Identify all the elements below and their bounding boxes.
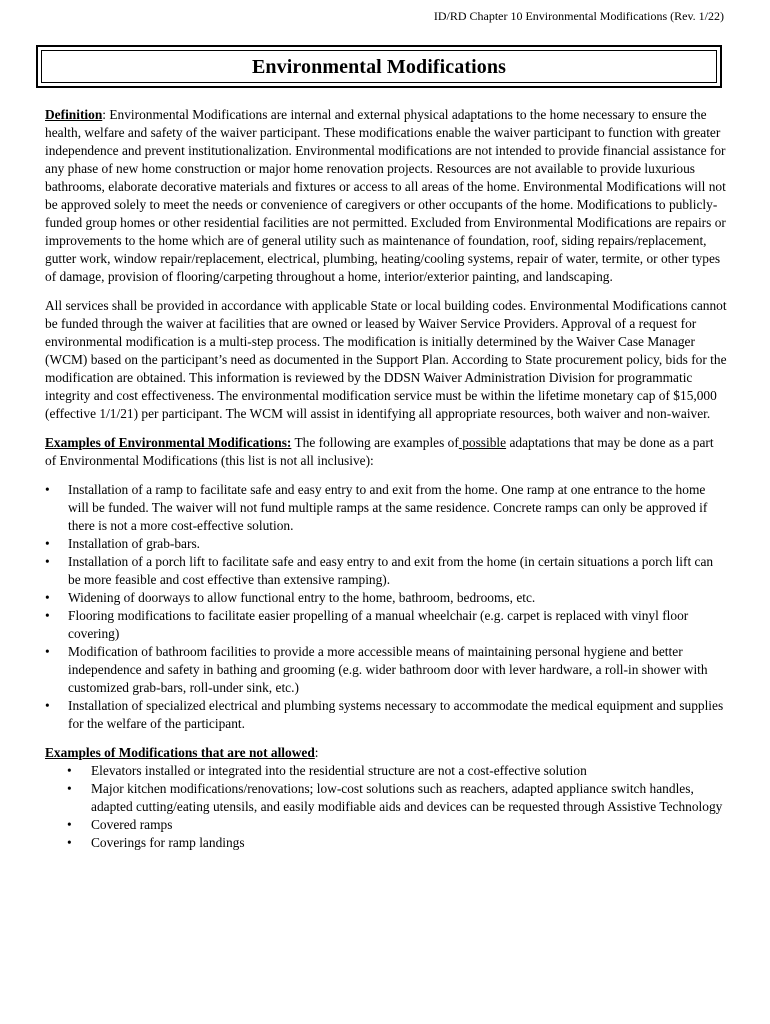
possible-underlined: possible	[458, 435, 507, 450]
bullet-icon: •	[45, 698, 50, 713]
bullet-icon: •	[45, 536, 50, 551]
bullet-icon: •	[45, 554, 50, 569]
bullet-icon: •	[45, 644, 50, 659]
title-box-inner	[41, 50, 717, 83]
list-item: • Elevators installed or integrated into the residential structure are not a cost-effective solution	[67, 763, 587, 778]
list-item: • Installation of a porch lift to facilitate safe and easy entry to and exit from the home (in certain situations a porch lift can be more feasible and cost effective than extensive ramping).	[45, 554, 714, 587]
definition-label: Definition	[45, 107, 103, 122]
list-item: • Installation of a ramp to facilitate safe and easy entry to and exit from the home. One ramp at one entrance to the home will be funded. The waiver will not fund multiple ramps at the same residence. Concrete ramps can only be approved if there is not a more cost-effective solution.	[45, 482, 708, 533]
bullet-icon: •	[67, 835, 72, 850]
running-header: ID/RD Chapter 10 Environmental Modifications (Rev. 1/22)	[433, 9, 724, 23]
list-item: • Installation of grab-bars.	[45, 536, 201, 551]
bullet-icon: •	[67, 763, 72, 778]
list-item: • Covered ramps	[67, 817, 173, 832]
definition-paragraph	[45, 106, 727, 286]
list-item: • Widening of doorways to allow functional entry to the home, bathroom, bedrooms, etc.	[45, 590, 536, 605]
bullet-icon: •	[45, 608, 50, 623]
document-body	[45, 106, 727, 852]
title-box	[36, 45, 722, 88]
list-item: • Coverings for ramp landings	[67, 835, 245, 850]
list-item: • Modification of bathroom facilities to provide a more accessible means of maintaining personal hygiene and better independence and safety in bathing and grooming (e.g. wider bathroom door with lever hardware, a roll-in shower with customized grab-bars, roll-under sink, etc.)	[45, 644, 708, 695]
examples-intro: Examples of Environmental Modifications: The following are examples of possible adaptations that may be done as a part of Environmental Modifications (this list is not all inclusive):	[45, 435, 714, 468]
definition-text: : Environmental Modifications are internal and external physical adaptations to the home necessary to ensure the health, welfare and safety of the waiver participant. These modifications enable the waiver participant to function with greater independence and prevent institutionalization. Environmental modifications are not intended to provide financial assistance for any phase of new home construction or major home renovation projects. Resources are not available to provide luxurious bathrooms, elaborate decorative materials and fixtures or access to all areas of the home. Environmental Modifications will not be approved solely to meet the needs or convenience of caregivers or other occupants of the home. Modifications to publicly-funded group homes or other residential facilities are not permitted. Excluded from Environmental Modifications are repairs or improvements to the home which are of general utility such as maintenance of foundation, roof, siding repairs/replacement, gutter work, window repair/replacement, electrical, plumbing, heating/cooling systems, repair of water, termite, or other types of damage, provision of flooring/carpeting throughout a home, interior/exterior painting, and landscaping.	[45, 107, 726, 284]
services-paragraph: All services shall be provided in accordance with applicable State or local building codes. Environmental Modifications cannot be funded through the waiver at facilities that are owned or leased by Waiver Service Providers. Approval of a request for environmental modification is a multi-step process. The modification is initially determined by the Waiver Case Manager (WCM) based on the participant’s need as documented in the Support Plan. According to State procurement policy, bids for the modification are obtained. This information is reviewed by the DDSN Waiver Administration Division for programmatic integrity and cost effectiveness. The environmental modification service must be within the lifetime monetary cap of $15,000 (effective 1/1/21) per participant. The WCM will assist in identifying all appropriate resources, both waiver and non-waiver.	[45, 298, 727, 421]
examples-list	[45, 481, 727, 733]
not-allowed-heading: Examples of Modifications that are not allowed	[45, 745, 315, 760]
not-allowed-list	[45, 762, 727, 852]
list-item: • Major kitchen modifications/renovations; low-cost solutions such as reachers, adapted appliance switch handles, adapted cutting/eating utensils, and easily modifiable aids and devices can be requested through Assistive Technology	[67, 781, 723, 814]
bullet-icon: •	[45, 482, 50, 497]
bullet-icon: •	[67, 781, 72, 796]
list-item: • Flooring modifications to facilitate easier propelling of a manual wheelchair (e.g. carpet is replaced with vinyl floor covering)	[45, 608, 689, 641]
examples-heading: Examples of Environmental Modifications:	[45, 435, 292, 450]
list-item: • Installation of specialized electrical and plumbing systems necessary to accommodate the medical equipment and supplies for the welfare of the participant.	[45, 698, 724, 731]
bullet-icon: •	[45, 590, 50, 605]
page-title: Environmental Modifications	[251, 55, 506, 78]
bullet-icon: •	[67, 817, 72, 832]
not-allowed-intro: Examples of Modifications that are not allowed:	[45, 745, 319, 760]
